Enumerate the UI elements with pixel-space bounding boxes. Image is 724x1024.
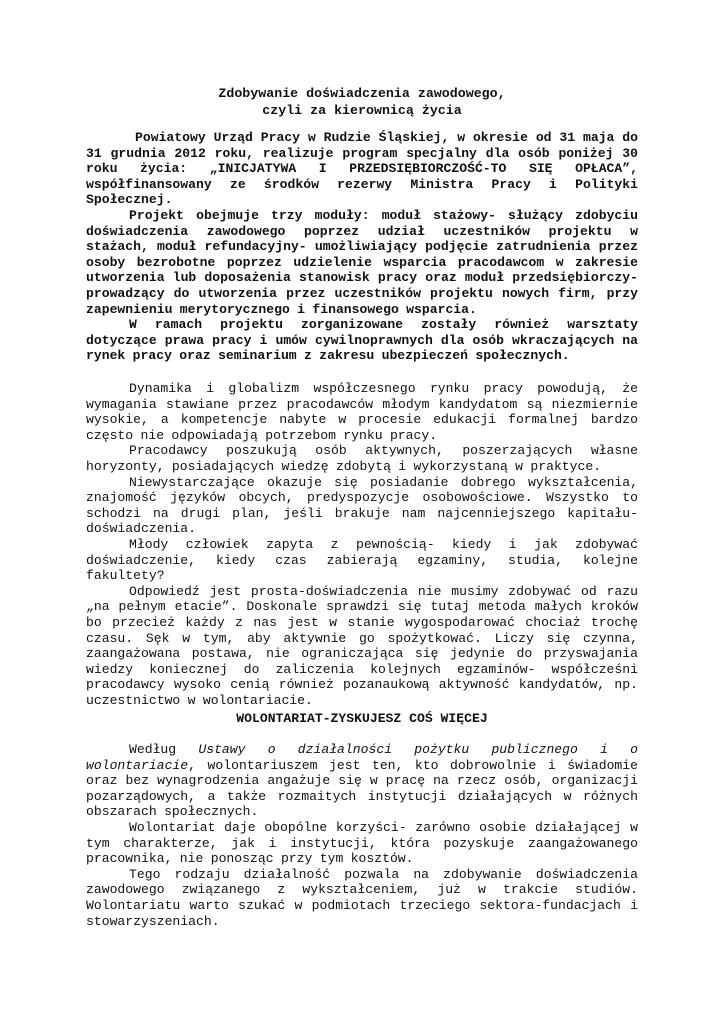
- body-paragraph: Wolontariat daje obopólne korzyści- zarówno osobie działającej w tym charakterze, jak i instytucji, która pozyskuje zaangażowanego pracownika, nie ponosząc przy tym kosztów.: [86, 819, 638, 867]
- intro-section: [86, 130, 638, 364]
- volunteering-section: [86, 742, 638, 929]
- body-paragraph: Odpowiedź jest prosta-doświadczenia nie musimy zdobywać od razu „na pełnym etacie”. Doskonale sprawdzi się tutaj metoda małych kroków bo przecież każdy z nas jest w stanie wygospodarować chociaż trochę czasu. Sęk w tym, aby aktywnie go spożytkować. Liczy się czynna, zaangażowana postawa, nie ograniczająca się jedynie do przyswajania wiedzy koniecznej do zaliczenia kolejnych egzaminów- współcześni pracodawcy wysoko cenią również pozanaukową aktywność kandydatów, np. uczestnictwo w wolontariacie.: [86, 583, 638, 708]
- intro-paragraph: Projekt obejmuje trzy moduły: moduł stażowy- służący zdobyciu doświadczenia zawodowego poprzez udział uczestników projektu w stażach, moduł refundacyjny- umożliwiający podjęcie zatrudnienia przez osoby bezrobotne poprzez udzielenie wsparcia pracodawcom w zakresie utworzenia lub doposażenia stanowisk pracy oraz moduł przedsiębiorczy- prowadzący do utworzenia przez uczestników projektu nowych firm, przy zapewnieniu merytorycznego i finansowego wsparcia.: [86, 207, 638, 317]
- intro-paragraph: Powiatowy Urząd Pracy w Rudzie Śląskiej, w okresie od 31 maja do 31 grudnia 2012 roku, realizuje program specjalny dla osób poniżej 30 roku życia: „INICJATYWA I PRZEDSIĘBIORCZOŚĆ-TO SIĘ OPŁACA”, współfinansowany ze środków rezerwy Ministra Pracy i Polityki Społecznej.: [86, 130, 638, 208]
- title-line-1: Zdobywanie doświadczenia zawodowego,: [218, 86, 506, 101]
- body-paragraph: Dynamika i globalizm współczesnego rynku pracy powodują, że wymagania stawiane przez pracodawców młodym kandydatom są niezmiernie wysokie, a kompetencje nabyte w procesie edukacji formalnej bardzo często nie odpowiadają potrzebom rynku pracy.: [86, 381, 638, 443]
- body-paragraph: [86, 742, 638, 820]
- intro-paragraph: W ramach projektu zorganizowane zostały również warsztaty dotyczące prawa pracy i umów cywilnoprawnych dla osób wkraczających na rynek pracy oraz seminarium z zakresu ubezpieczeń społecznych.: [86, 317, 638, 364]
- title-line-2: czyli za kierownicą życia: [262, 103, 462, 118]
- text-run: Według: [129, 742, 199, 757]
- law-title: Ustawy o działalności pożytku publicznego i o wolontariacie: [86, 742, 638, 773]
- main-section: [86, 381, 638, 708]
- body-paragraph: Pracodawcy poszukują osób aktywnych, poszerzających własne horyzonty, posiadających wiedzę zdobytą i wykorzystaną w praktyce.: [86, 443, 638, 474]
- page-title: [86, 85, 638, 119]
- body-paragraph: Młody człowiek zapyta z pewnością- kiedy i jak zdobywać doświadczenie, kiedy czas zabierają egzaminy, studia, kolejne fakultety?: [86, 536, 638, 584]
- body-paragraph: Tego rodzaju działalność pozwala na zdobywanie doświadczenia zawodowego związanego z wykształceniem, już w trakcie studiów. Wolontariatu warto szukać w podmiotach trzeciego sektora-fundacjach i stowarzyszeniach.: [86, 866, 638, 929]
- body-paragraph: Niewystarczające okazuje się posiadanie dobrego wykształcenia, znajomość języków obcych, predyspozycje osobowościowe. Wszystko to schodzi na drugi plan, jeśli brakuje nam najcenniejszego kapitału- doświadczenia.: [86, 474, 638, 537]
- text-run: , wolontariuszem jest ten, kto dobrowolnie i świadomie oraz bez wynagrodzenia angażuje się w pracę na rzecz osób, organizacji pozarządowych, a także rozmaitych instytucji działających w różnych obszarach społecznych.: [86, 757, 638, 820]
- section-heading: WOLONTARIAT-ZYSKUJESZ COŚ WIĘCEJ: [236, 711, 488, 726]
